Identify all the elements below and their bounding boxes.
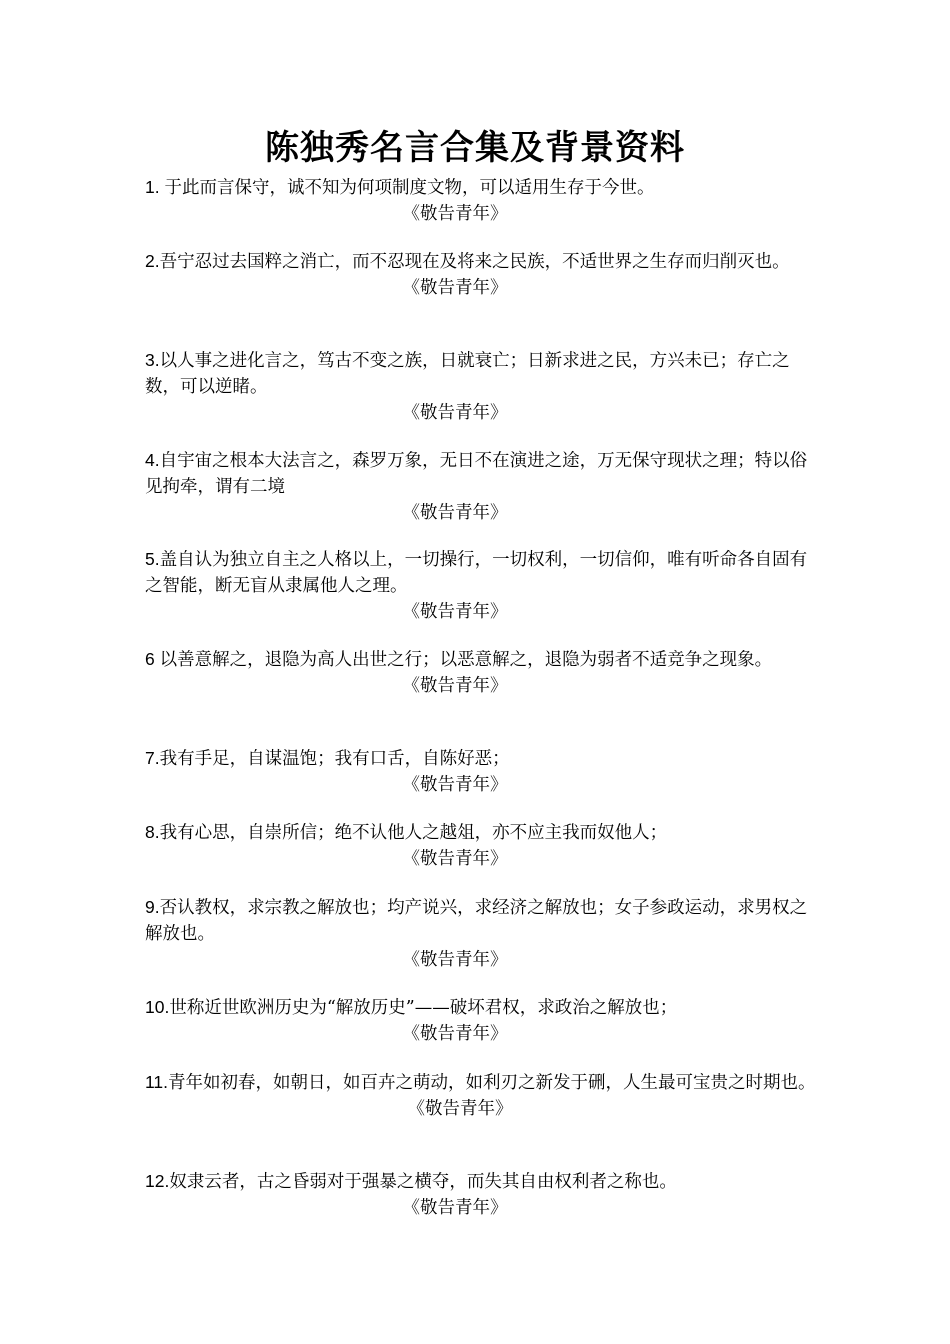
quote-text: 世称近世欧洲历史为“解放历史”——破坏君权，求政治之解放也； [169, 998, 678, 1018]
quote-item-4 [145, 447, 817, 526]
quote-item-10 [145, 994, 817, 1047]
quote-number: 3. [145, 350, 160, 370]
quote-source: 《敬告青年》 [402, 1198, 508, 1218]
quote-text: 自宇宙之根本大法言之，森罗万象，无日不在演进之途，万无保守现状之理；特以俗见拘牵，谓有二境 [145, 451, 808, 497]
quote-number: 5. [145, 549, 160, 569]
quote-source: 《敬告青年》 [402, 775, 508, 795]
quote-source: 《敬告青年》 [402, 602, 508, 622]
quote-item-8 [145, 819, 817, 872]
quote-source: 《敬告青年》 [402, 676, 508, 696]
quote-number: 2. [145, 251, 160, 271]
quote-number: 4. [145, 450, 160, 470]
quote-source: 《敬告青年》 [402, 849, 508, 869]
quote-number: 1. [145, 177, 165, 197]
quote-source: 《敬告青年》 [402, 403, 508, 423]
quote-text: 吾宁忍过去国粹之消亡，而不忍现在及将来之民族，不适世界之生存而归削灭也。 [159, 252, 790, 272]
quote-number: 11. [145, 1072, 169, 1092]
quote-text: 以人事之进化言之，笃古不变之族，日就衰亡；日新求进之民，方兴未已；存亡之数，可以逆睹。 [145, 351, 790, 397]
quote-source: 《敬告青年》 [407, 1099, 513, 1119]
quote-item-5 [145, 546, 817, 625]
quote-number: 8. [145, 822, 160, 842]
document-title: 陈独秀名言合集及背景资料 [265, 128, 685, 168]
quote-text: 以善意解之，退隐为高人出世之行；以恶意解之，退隐为弱者不适竞争之现象。 [159, 650, 773, 670]
quote-item-3 [145, 347, 817, 426]
quote-text: 盖自认为独立自主之人格以上，一切操行，一切权利，一切信仰，唯有听命各自固有之智能，断无盲从隶属他人之理。 [145, 550, 808, 596]
quote-item-6 [145, 646, 817, 699]
quote-number: 12. [145, 1171, 170, 1191]
quote-source: 《敬告青年》 [402, 278, 508, 298]
quote-number: 9. [145, 897, 160, 917]
quote-item-12 [145, 1168, 817, 1221]
quote-text: 于此而言保守，诚不知为何项制度文物，可以适用生存于今世。 [164, 178, 655, 198]
quote-item-7 [145, 745, 817, 798]
quote-source: 《敬告青年》 [402, 204, 508, 224]
quote-number: 6 [145, 649, 160, 669]
quote-text: 我有心思，自崇所信；绝不认他人之越俎，亦不应主我而奴他人； [159, 823, 668, 843]
quote-source: 《敬告青年》 [402, 950, 508, 970]
quote-text: 我有手足，自谋温饱；我有口舌，自陈好恶； [159, 749, 510, 769]
quote-item-9 [145, 894, 817, 973]
quote-source: 《敬告青年》 [402, 1024, 508, 1044]
quote-item-11 [145, 1069, 817, 1122]
quote-text: 青年如初春，如朝日，如百卉之萌动，如利刃之新发于硎，人生最可宝贵之时期也。 [168, 1073, 816, 1093]
quote-number: 7. [145, 748, 160, 768]
quote-text: 奴隶云者，古之昏弱对于强暴之横夺，而失其自由权利者之称也。 [169, 1172, 677, 1192]
quote-item-2 [145, 248, 817, 301]
quote-text: 否认教权，求宗教之解放也；均产说兴，求经济之解放也；女子参政运动，求男权之解放也。 [145, 898, 808, 944]
quote-number: 10. [145, 997, 170, 1017]
quote-source: 《敬告青年》 [402, 503, 508, 523]
quote-item-1 [145, 174, 817, 227]
